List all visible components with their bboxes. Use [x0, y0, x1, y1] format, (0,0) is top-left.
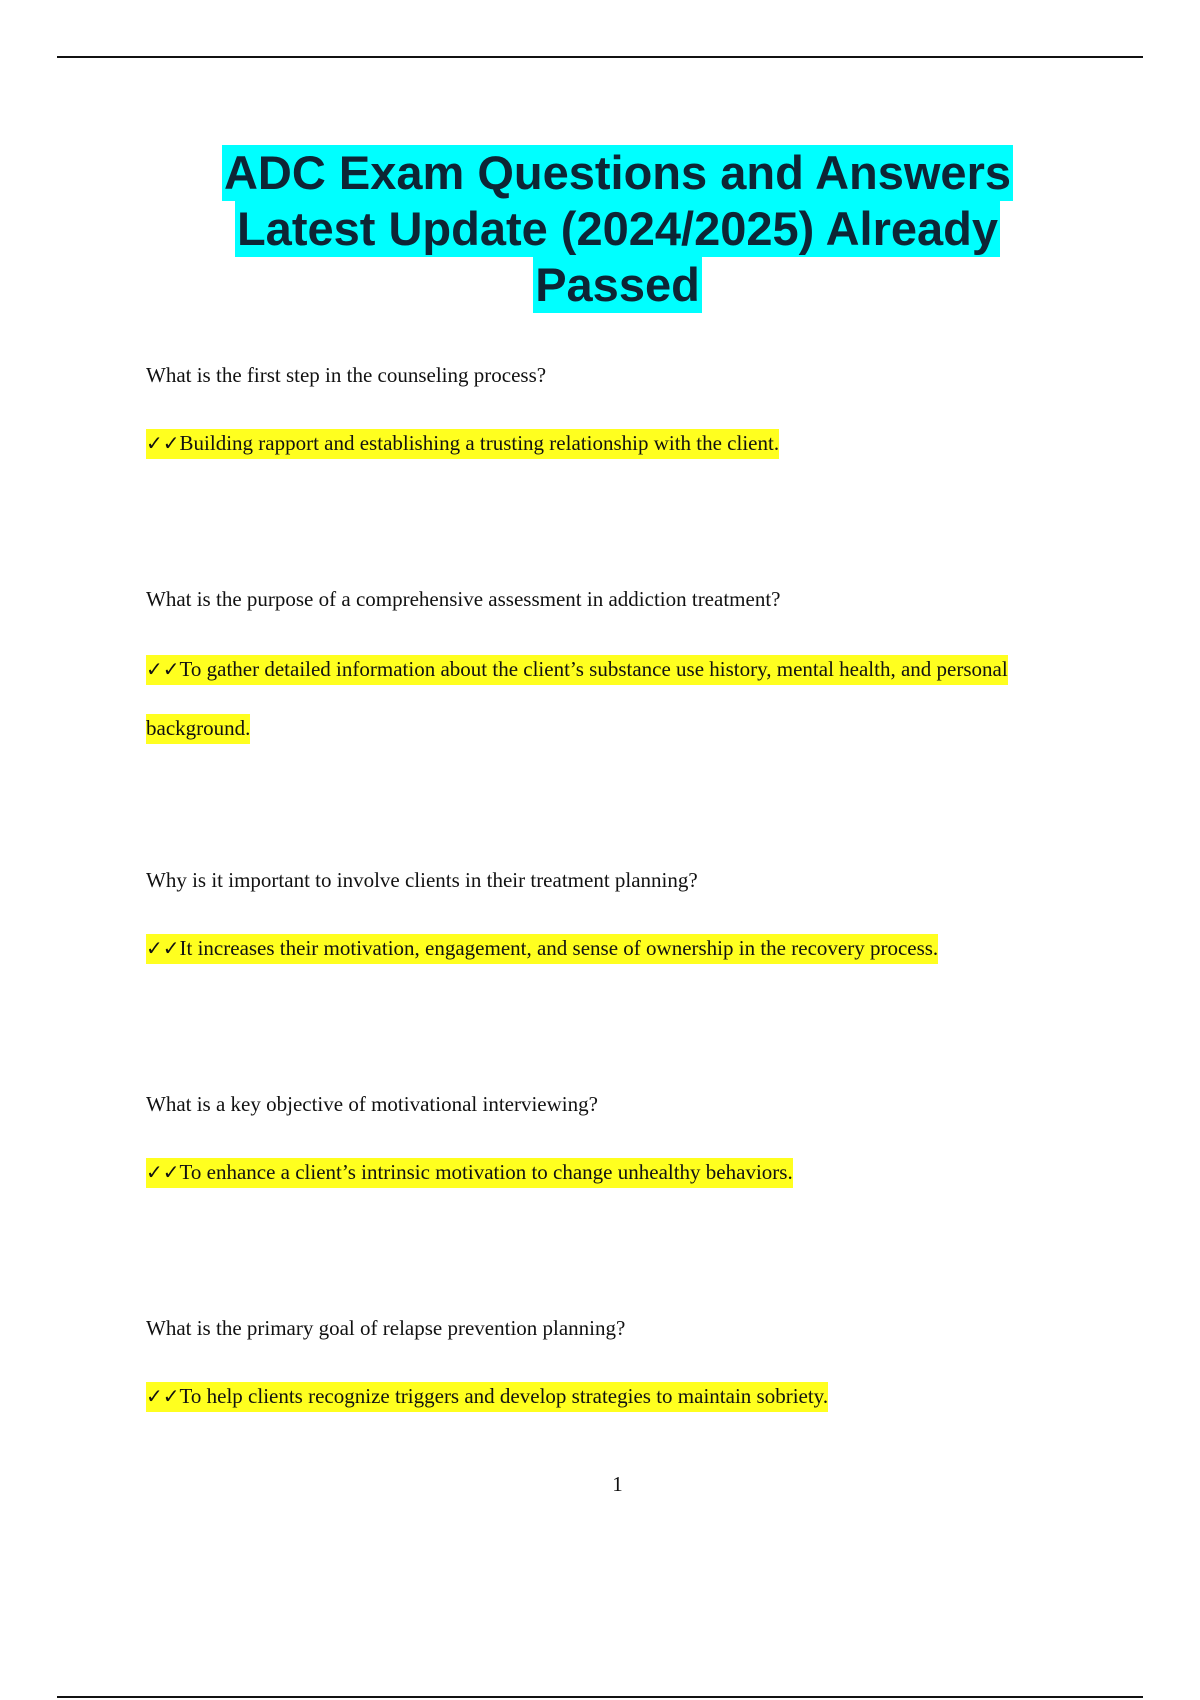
answer-text [146, 414, 1066, 473]
page-number: 1 [612, 1472, 623, 1496]
double-check-icon: ✓✓ [146, 936, 180, 960]
footer-rule [57, 1696, 1143, 1698]
document-title [150, 145, 1085, 313]
header-rule [57, 56, 1143, 58]
answer-text [146, 1367, 1066, 1426]
answer-label: It increases their motivation, engagement, and sense of ownership in the recovery process. [179, 936, 939, 960]
answer-label: To help clients recognize triggers and develop strategies to maintain sobriety. [179, 1384, 829, 1408]
answer-label: Building rapport and establishing a trusting relationship with the client. [179, 431, 780, 455]
answer-text [146, 1143, 1066, 1202]
question-text: What is the purpose of a comprehensive assessment in addiction treatment? [146, 587, 781, 611]
answer-text [146, 919, 1066, 978]
title-line-3: Passed [535, 258, 700, 311]
question-text: Why is it important to involve clients in their treatment planning? [146, 868, 698, 892]
question-text: What is a key objective of motivational interviewing? [146, 1092, 598, 1116]
double-check-icon: ✓✓ [146, 1384, 180, 1408]
answer-text [146, 640, 1066, 758]
double-check-icon: ✓✓ [146, 657, 180, 681]
answer-label: To gather detailed information about the client’s substance use history, mental health, and personal background. [146, 657, 1008, 740]
question-text: What is the first step in the counseling process? [146, 363, 547, 387]
double-check-icon: ✓✓ [146, 431, 180, 455]
double-check-icon: ✓✓ [146, 1160, 180, 1184]
answer-label: To enhance a client’s intrinsic motivation to change unhealthy behaviors. [179, 1160, 793, 1184]
title-line-1: ADC Exam Questions and Answers [223, 146, 1012, 199]
question-text: What is the primary goal of relapse prevention planning? [146, 1316, 626, 1340]
title-line-2: Latest Update (2024/2025) Already [236, 202, 999, 255]
